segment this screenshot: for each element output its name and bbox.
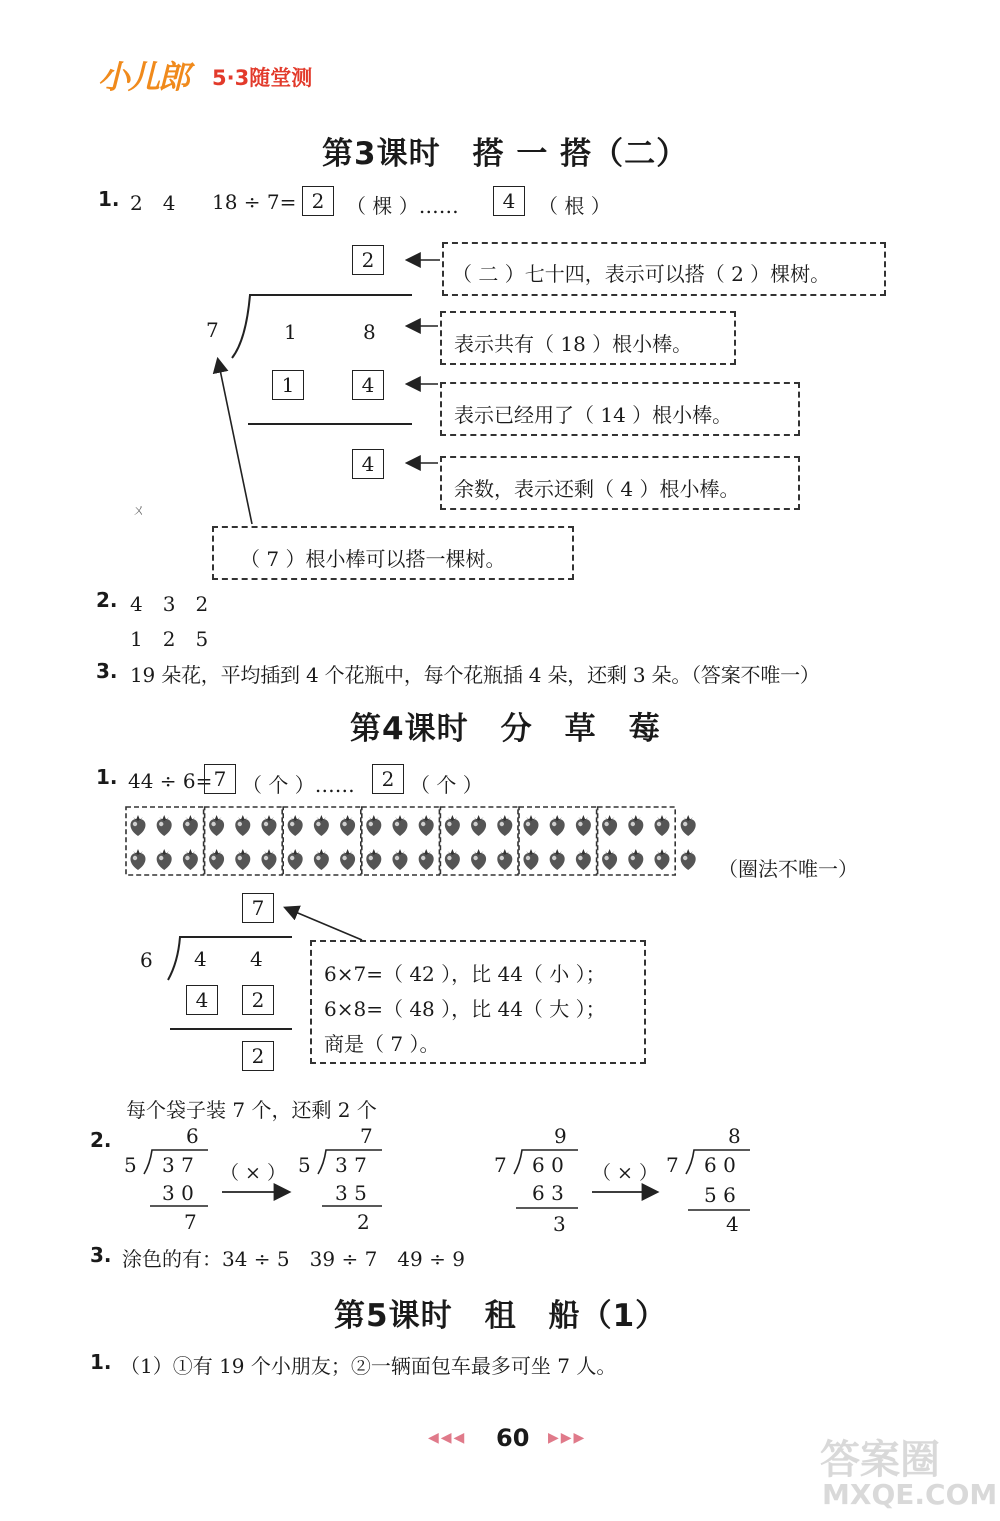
l3-div-remainder-box: 4 (352, 449, 384, 479)
watermark-text: 答案圈 (820, 1437, 940, 1483)
l3-q1-nums: 2 4 (130, 191, 176, 215)
l3-note-dividend: 表示共有（ 18 ）根小棒。 (454, 332, 693, 356)
l3-q1-remainder-box: 4 (493, 186, 525, 216)
l3-note-remainder: 余数，表示还剩（ 4 ）根小棒。 (454, 477, 740, 501)
l3-div-product-tens-box: 1 (272, 370, 304, 400)
l4-q1-equation: 44 ÷ 6= (128, 769, 213, 793)
l4-q2-b-right-dd: 6 0 (704, 1153, 736, 1177)
watermark-url: MXQE.COM (822, 1478, 998, 1511)
l4-q2-a-right-dd: 3 7 (335, 1153, 367, 1177)
l4-div-product-ones-box: 2 (242, 985, 274, 1015)
l4-q1-label: 1. (96, 765, 118, 789)
l3-q2-row2: 1 2 5 (130, 627, 209, 651)
header-series: 5·3随堂测 (212, 66, 313, 90)
l3-q2-row1: 4 3 2 (130, 592, 209, 616)
l4-q1-unit2: （ 个 ） (410, 773, 483, 797)
l4-q2-label: 2. (90, 1128, 112, 1152)
l4-q3-text: 涂色的有：34 ÷ 5 39 ÷ 7 49 ÷ 9 (122, 1247, 465, 1271)
l4-div-quotient-box: 7 (242, 893, 274, 923)
l4-q2-a-wrong-prod: 3 0 (162, 1181, 194, 1205)
l4-q2-a-right-div: 5 (298, 1153, 311, 1177)
lesson3-title: 第3课时 搭 一 搭（二） (322, 136, 689, 172)
l4-q1-unit1: （ 个 ）…… (242, 773, 355, 797)
l4-q2-a-right-prod: 3 5 (335, 1181, 367, 1205)
l4-div-product-tens-box: 4 (186, 985, 218, 1015)
l4-q2-b-wrong-prod: 6 3 (532, 1181, 564, 1205)
l3-q3-label: 3. (96, 659, 118, 683)
l4-q2-b-wrong-dd: 6 0 (532, 1153, 564, 1177)
l3-div-product-ones-box: 4 (352, 370, 384, 400)
l4-q3-label: 3. (90, 1243, 112, 1267)
l4-hint3: 商是（ 7 ）。 (324, 1032, 440, 1056)
l4-hint1: 6×7=（ 42 ），比 44（ 小 ）； (324, 962, 606, 986)
l4-q2-b-wrong-bracket (514, 1150, 578, 1174)
l4-q1-remainder-box: 2 (372, 764, 404, 794)
l3-q1-label: 1. (98, 187, 120, 211)
l4-q1-answer: 每个袋子装 7 个，还剩 2 个 (126, 1098, 377, 1122)
l3-div-divisor: 7 (206, 318, 219, 342)
l4-div-remainder-box: 2 (242, 1041, 274, 1071)
l4-q2-a-wrong-div: 5 (124, 1153, 137, 1177)
l3-q2-label: 2. (96, 588, 118, 612)
l4-q2-b-right-rem: 4 (726, 1212, 739, 1236)
l4-div-dividend-tens: 4 (194, 947, 207, 971)
header-logo: 小儿郎 (98, 58, 189, 96)
lesson5-title: 第5课时 租 船（1） (334, 1298, 668, 1334)
l3-q1-equation: 18 ÷ 7= (212, 190, 297, 214)
l3-stray-mark: ㄨ (132, 503, 146, 519)
footer-right-arrows: ▶▶▶ (548, 1430, 587, 1446)
l4-q1-note: （圈法不唯一） (718, 857, 858, 881)
l4-q2-a-wrong-q: 6 (186, 1124, 199, 1148)
l4-q2-b-right-prod: 5 6 (704, 1183, 736, 1207)
l4-div-divisor: 6 (140, 948, 153, 972)
l3-note-divisor: （ 7 ）根小棒可以搭一棵树。 (240, 547, 506, 571)
l3-div-dividend-tens: 1 (284, 320, 297, 344)
l4-q2-b-mark: （ × ） (592, 1162, 658, 1184)
footer-left-arrows: ◀◀◀ (428, 1430, 467, 1446)
l5-q1-text: （1）①有 19 个小朋友；②一辆面包车最多可坐 7 人。 (120, 1354, 617, 1378)
l4-q2-b-wrong-div: 7 (494, 1153, 507, 1177)
l3-q1-unit1: （ 棵 ）…… (346, 194, 459, 218)
l4-q2-b-wrong-rem: 3 (553, 1212, 566, 1236)
l5-q1-label: 1. (90, 1350, 112, 1374)
l4-hint2: 6×8=（ 48 ），比 44（ 大 ）； (324, 997, 606, 1021)
l3-arrow-divisor (218, 360, 252, 524)
lesson4-title: 第4课时 分 草 莓 (350, 711, 661, 747)
l4-q2-b-wrong-q: 9 (554, 1124, 567, 1148)
l3-note-product: 表示已经用了（ 14 ）根小棒。 (454, 403, 733, 427)
l4-q2-b-right-div: 7 (666, 1153, 679, 1177)
l4-q2-a-right-q: 7 (360, 1124, 373, 1148)
l4-division-bracket (168, 937, 292, 980)
l4-q2-a-mark: （ × ） (220, 1162, 286, 1184)
l4-q2-a-right-bracket (318, 1150, 382, 1174)
l3-division-bracket (232, 295, 412, 358)
l4-arrow-quotient (286, 908, 362, 940)
l4-div-dividend-ones: 4 (250, 947, 263, 971)
l3-q1-quotient-box: 2 (302, 186, 334, 216)
l3-q3-text: 19 朵花，平均插到 4 个花瓶中，每个花瓶插 4 朵，还剩 3 朵。（答案不唯一） (130, 663, 820, 687)
l4-q2-a-wrong-dd: 3 7 (162, 1153, 194, 1177)
l4-q2-b-right-q: 8 (728, 1124, 741, 1148)
l3-note-quotient: （ 二 ）七十四，表示可以搭（ 2 ）棵树。 (452, 262, 831, 286)
l4-q1-quotient-box: 7 (204, 764, 236, 794)
l4-q2-a-wrong-bracket (144, 1150, 208, 1174)
l4-q2-a-wrong-rem: 7 (184, 1210, 197, 1234)
l4-q2-b-right-bracket (686, 1150, 750, 1174)
l3-div-dividend-ones: 8 (363, 320, 376, 344)
l3-div-quotient-box: 2 (352, 245, 384, 275)
page-number: 60 (496, 1424, 530, 1452)
l4-q2-a-right-rem: 2 (357, 1210, 370, 1234)
l3-q1-unit2: （ 根 ） (538, 194, 611, 218)
